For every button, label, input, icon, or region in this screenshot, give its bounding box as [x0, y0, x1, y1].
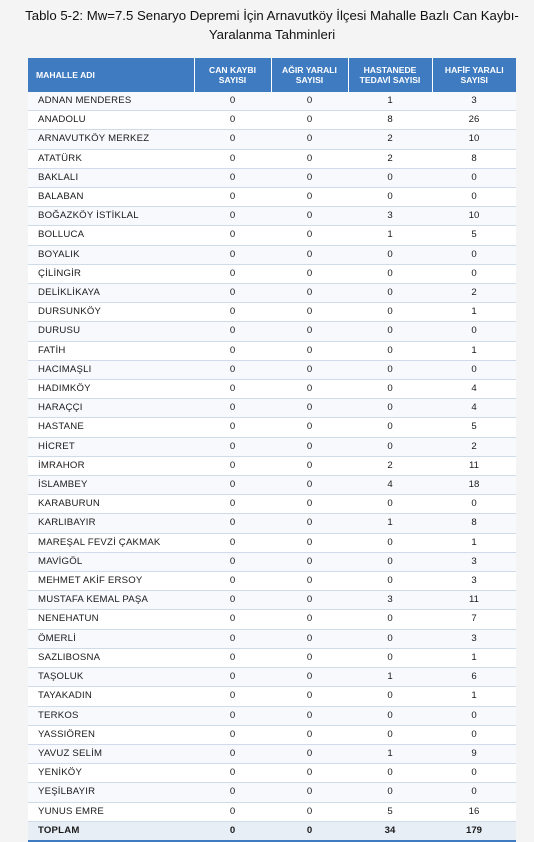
cell-death-count: 0 [194, 226, 271, 245]
table-row [28, 341, 516, 360]
cell-neighborhood-name: HİCRET [28, 437, 194, 456]
cell-severe-injury-count: 0 [271, 687, 348, 706]
cell-hospital-treatment-count: 2 [348, 456, 432, 475]
cell-severe-injury-count: 0 [271, 245, 348, 264]
table-row [28, 399, 516, 418]
cell-hospital-treatment-count: 0 [348, 322, 432, 341]
cell-neighborhood-name: MAVİGÖL [28, 552, 194, 571]
caption-line-2: Yaralanma Tahminleri [208, 27, 336, 42]
table-row [28, 725, 516, 744]
cell-severe-injury-count: 0 [271, 495, 348, 514]
table-row [28, 284, 516, 303]
table-row [28, 360, 516, 379]
cell-minor-injury-count: 0 [432, 706, 516, 725]
cell-neighborhood-name: ANADOLU [28, 111, 194, 130]
cell-neighborhood-name: KARABURUN [28, 495, 194, 514]
cell-hospital-treatment-count: 1 [348, 226, 432, 245]
cell-hospital-treatment-count: 0 [348, 380, 432, 399]
cell-severe-injury-count: 0 [271, 264, 348, 283]
cell-hospital-treatment-count: 0 [348, 533, 432, 552]
cell-hospital-treatment-count: 0 [348, 495, 432, 514]
cell-death-count: 0 [194, 303, 271, 322]
cell-death-count: 0 [194, 533, 271, 552]
cell-minor-injury-count: 6 [432, 668, 516, 687]
cell-minor-injury-count: 5 [432, 418, 516, 437]
cell-severe-injury-count: 0 [271, 130, 348, 149]
total-cell-neighborhood-name: TOPLAM [28, 821, 194, 841]
cell-minor-injury-count: 11 [432, 456, 516, 475]
cell-severe-injury-count: 0 [271, 783, 348, 802]
table-body [28, 92, 516, 841]
cell-death-count: 0 [194, 610, 271, 629]
cell-neighborhood-name: BAKLALI [28, 168, 194, 187]
cell-death-count: 0 [194, 380, 271, 399]
cell-death-count: 0 [194, 245, 271, 264]
table-row [28, 226, 516, 245]
cell-severe-injury-count: 0 [271, 533, 348, 552]
cell-minor-injury-count: 0 [432, 764, 516, 783]
table-row [28, 92, 516, 111]
cell-hospital-treatment-count: 0 [348, 629, 432, 648]
header-label-line1: CAN KAYBI [209, 65, 256, 75]
cell-severe-injury-count: 0 [271, 207, 348, 226]
cell-severe-injury-count: 0 [271, 322, 348, 341]
cell-minor-injury-count: 0 [432, 495, 516, 514]
cell-neighborhood-name: BOLLUCA [28, 226, 194, 245]
cell-severe-injury-count: 0 [271, 418, 348, 437]
cell-minor-injury-count: 3 [432, 629, 516, 648]
table-row [28, 188, 516, 207]
cell-neighborhood-name: İMRAHOR [28, 456, 194, 475]
header-hospital-treatment-count [348, 58, 432, 92]
table-row [28, 764, 516, 783]
table-row [28, 648, 516, 667]
table-row [28, 207, 516, 226]
header-label-line1: HASTANEDE [363, 65, 417, 75]
cell-neighborhood-name: SAZLIBOSNA [28, 648, 194, 667]
cell-hospital-treatment-count: 1 [348, 514, 432, 533]
header-row [28, 58, 516, 92]
cell-severe-injury-count: 0 [271, 226, 348, 245]
cell-hospital-treatment-count: 0 [348, 725, 432, 744]
cell-severe-injury-count: 0 [271, 706, 348, 725]
cell-death-count: 0 [194, 92, 271, 111]
cell-minor-injury-count: 10 [432, 207, 516, 226]
cell-neighborhood-name: ARNAVUTKÖY MERKEZ [28, 130, 194, 149]
cell-hospital-treatment-count: 0 [348, 764, 432, 783]
cell-hospital-treatment-count: 0 [348, 437, 432, 456]
cell-minor-injury-count: 0 [432, 188, 516, 207]
cell-death-count: 0 [194, 360, 271, 379]
table-row [28, 476, 516, 495]
cell-severe-injury-count: 0 [271, 303, 348, 322]
total-cell-minor-injury-count: 179 [432, 821, 516, 841]
total-row [28, 821, 516, 841]
cell-death-count: 0 [194, 668, 271, 687]
cell-minor-injury-count: 3 [432, 572, 516, 591]
cell-neighborhood-name: İSLAMBEY [28, 476, 194, 495]
cell-severe-injury-count: 0 [271, 437, 348, 456]
cell-death-count: 0 [194, 341, 271, 360]
cell-death-count: 0 [194, 130, 271, 149]
cell-hospital-treatment-count: 0 [348, 264, 432, 283]
cell-neighborhood-name: TERKOS [28, 706, 194, 725]
cell-severe-injury-count: 0 [271, 725, 348, 744]
table-row [28, 783, 516, 802]
cell-death-count: 0 [194, 629, 271, 648]
table-row [28, 168, 516, 187]
header-label-line2: SAYISI [218, 75, 247, 85]
cell-hospital-treatment-count: 0 [348, 648, 432, 667]
cell-hospital-treatment-count: 0 [348, 572, 432, 591]
cell-hospital-treatment-count: 2 [348, 149, 432, 168]
cell-neighborhood-name: YENİKÖY [28, 764, 194, 783]
cell-neighborhood-name: MEHMET AKİF ERSOY [28, 572, 194, 591]
cell-death-count: 0 [194, 168, 271, 187]
table-row [28, 456, 516, 475]
cell-minor-injury-count: 18 [432, 476, 516, 495]
header-neighborhood-name [28, 58, 194, 92]
cell-neighborhood-name: ÇİLİNGİR [28, 264, 194, 283]
cell-severe-injury-count: 0 [271, 744, 348, 763]
cell-death-count: 0 [194, 322, 271, 341]
table-row [28, 629, 516, 648]
cell-severe-injury-count: 0 [271, 380, 348, 399]
cell-hospital-treatment-count: 0 [348, 188, 432, 207]
cell-death-count: 0 [194, 149, 271, 168]
cell-neighborhood-name: MAREŞAL FEVZİ ÇAKMAK [28, 533, 194, 552]
cell-neighborhood-name: HACIMAŞLI [28, 360, 194, 379]
cell-hospital-treatment-count: 0 [348, 168, 432, 187]
cell-severe-injury-count: 0 [271, 802, 348, 821]
cell-hospital-treatment-count: 0 [348, 783, 432, 802]
cell-hospital-treatment-count: 0 [348, 245, 432, 264]
cell-minor-injury-count: 7 [432, 610, 516, 629]
cell-death-count: 0 [194, 552, 271, 571]
cell-minor-injury-count: 0 [432, 168, 516, 187]
cell-neighborhood-name: TAŞOLUK [28, 668, 194, 687]
table-row [28, 610, 516, 629]
cell-hospital-treatment-count: 0 [348, 399, 432, 418]
cell-minor-injury-count: 1 [432, 341, 516, 360]
cell-severe-injury-count: 0 [271, 764, 348, 783]
header-death-count [194, 58, 271, 92]
cell-death-count: 0 [194, 418, 271, 437]
cell-minor-injury-count: 0 [432, 360, 516, 379]
cell-neighborhood-name: ADNAN MENDERES [28, 92, 194, 111]
cell-hospital-treatment-count: 3 [348, 207, 432, 226]
table-header [28, 58, 516, 92]
table-row [28, 706, 516, 725]
cell-minor-injury-count: 1 [432, 687, 516, 706]
total-cell-severe-injury-count: 0 [271, 821, 348, 841]
cell-death-count: 0 [194, 725, 271, 744]
cell-severe-injury-count: 0 [271, 284, 348, 303]
cell-minor-injury-count: 26 [432, 111, 516, 130]
header-label-line2: SAYISI [295, 75, 324, 85]
cell-hospital-treatment-count: 2 [348, 130, 432, 149]
cell-neighborhood-name: DURSUNKÖY [28, 303, 194, 322]
caption-line-1: Tablo 5-2: Mw=7.5 Senaryo Depremi İçin Arnavutköy İlçesi Mahalle Bazlı Can Kaybı- [25, 8, 519, 23]
cell-minor-injury-count: 8 [432, 514, 516, 533]
table-row [28, 495, 516, 514]
cell-death-count: 0 [194, 495, 271, 514]
cell-neighborhood-name: TAYAKADIN [28, 687, 194, 706]
cell-minor-injury-count: 0 [432, 245, 516, 264]
table-row [28, 687, 516, 706]
header-label-line1: AĞIR YARALI [282, 65, 337, 75]
table-row [28, 245, 516, 264]
table-row [28, 322, 516, 341]
cell-minor-injury-count: 0 [432, 783, 516, 802]
cell-severe-injury-count: 0 [271, 668, 348, 687]
table-row [28, 418, 516, 437]
cell-severe-injury-count: 0 [271, 552, 348, 571]
cell-severe-injury-count: 0 [271, 168, 348, 187]
cell-severe-injury-count: 0 [271, 514, 348, 533]
cell-severe-injury-count: 0 [271, 610, 348, 629]
cell-neighborhood-name: BOYALIK [28, 245, 194, 264]
cell-hospital-treatment-count: 1 [348, 744, 432, 763]
cell-hospital-treatment-count: 0 [348, 360, 432, 379]
cell-severe-injury-count: 0 [271, 360, 348, 379]
cell-death-count: 0 [194, 648, 271, 667]
cell-death-count: 0 [194, 207, 271, 226]
cell-minor-injury-count: 10 [432, 130, 516, 149]
cell-hospital-treatment-count: 1 [348, 92, 432, 111]
casualty-table [28, 58, 516, 842]
cell-severe-injury-count: 0 [271, 188, 348, 207]
table-row [28, 591, 516, 610]
table-row [28, 514, 516, 533]
table-row [28, 380, 516, 399]
cell-severe-injury-count: 0 [271, 629, 348, 648]
cell-death-count: 0 [194, 284, 271, 303]
cell-minor-injury-count: 8 [432, 149, 516, 168]
cell-death-count: 0 [194, 264, 271, 283]
cell-hospital-treatment-count: 0 [348, 418, 432, 437]
header-label-line2: SAYISI [460, 75, 488, 85]
cell-death-count: 0 [194, 802, 271, 821]
cell-minor-injury-count: 2 [432, 284, 516, 303]
cell-death-count: 0 [194, 476, 271, 495]
cell-hospital-treatment-count: 0 [348, 706, 432, 725]
cell-hospital-treatment-count: 0 [348, 284, 432, 303]
table-row [28, 552, 516, 571]
casualty-table-container [28, 58, 516, 842]
cell-neighborhood-name: BOĞAZKÖY İSTİKLAL [28, 207, 194, 226]
cell-hospital-treatment-count: 3 [348, 591, 432, 610]
cell-minor-injury-count: 1 [432, 648, 516, 667]
cell-minor-injury-count: 3 [432, 92, 516, 111]
cell-death-count: 0 [194, 188, 271, 207]
cell-neighborhood-name: ÖMERLİ [28, 629, 194, 648]
table-row [28, 744, 516, 763]
cell-neighborhood-name: MUSTAFA KEMAL PAŞA [28, 591, 194, 610]
cell-death-count: 0 [194, 456, 271, 475]
cell-death-count: 0 [194, 591, 271, 610]
cell-minor-injury-count: 0 [432, 264, 516, 283]
table-row [28, 149, 516, 168]
cell-minor-injury-count: 1 [432, 533, 516, 552]
cell-neighborhood-name: YAVUZ SELİM [28, 744, 194, 763]
table-caption [18, 6, 526, 44]
cell-minor-injury-count: 4 [432, 399, 516, 418]
cell-hospital-treatment-count: 0 [348, 303, 432, 322]
cell-minor-injury-count: 1 [432, 303, 516, 322]
cell-neighborhood-name: DELİKLİKAYA [28, 284, 194, 303]
cell-death-count: 0 [194, 706, 271, 725]
header-minor-injury-count [432, 58, 516, 92]
cell-death-count: 0 [194, 572, 271, 591]
cell-death-count: 0 [194, 111, 271, 130]
cell-death-count: 0 [194, 399, 271, 418]
cell-hospital-treatment-count: 0 [348, 687, 432, 706]
cell-hospital-treatment-count: 5 [348, 802, 432, 821]
cell-severe-injury-count: 0 [271, 591, 348, 610]
cell-neighborhood-name: NENEHATUN [28, 610, 194, 629]
cell-severe-injury-count: 0 [271, 149, 348, 168]
cell-neighborhood-name: YUNUS EMRE [28, 802, 194, 821]
table-row [28, 264, 516, 283]
header-label-line2: TEDAVİ SAYISI [359, 75, 421, 85]
cell-neighborhood-name: HASTANE [28, 418, 194, 437]
cell-hospital-treatment-count: 0 [348, 610, 432, 629]
cell-minor-injury-count: 4 [432, 380, 516, 399]
cell-minor-injury-count: 11 [432, 591, 516, 610]
cell-neighborhood-name: HARAÇÇI [28, 399, 194, 418]
cell-minor-injury-count: 16 [432, 802, 516, 821]
header-label-line1: HAFİF YARALI [444, 65, 504, 75]
cell-neighborhood-name: HADIMKÖY [28, 380, 194, 399]
cell-neighborhood-name: YASSIÖREN [28, 725, 194, 744]
cell-severe-injury-count: 0 [271, 399, 348, 418]
cell-severe-injury-count: 0 [271, 648, 348, 667]
table-row [28, 111, 516, 130]
cell-hospital-treatment-count: 4 [348, 476, 432, 495]
cell-neighborhood-name: KARLIBAYIR [28, 514, 194, 533]
header-severe-injury-count [271, 58, 348, 92]
cell-minor-injury-count: 0 [432, 725, 516, 744]
table-row [28, 303, 516, 322]
cell-neighborhood-name: DURUSU [28, 322, 194, 341]
cell-neighborhood-name: FATİH [28, 341, 194, 360]
cell-severe-injury-count: 0 [271, 476, 348, 495]
cell-minor-injury-count: 9 [432, 744, 516, 763]
cell-hospital-treatment-count: 0 [348, 341, 432, 360]
table-row [28, 668, 516, 687]
cell-hospital-treatment-count: 1 [348, 668, 432, 687]
table-row [28, 130, 516, 149]
cell-minor-injury-count: 2 [432, 437, 516, 456]
cell-minor-injury-count: 5 [432, 226, 516, 245]
total-cell-hospital-treatment-count: 34 [348, 821, 432, 841]
cell-minor-injury-count: 0 [432, 322, 516, 341]
cell-severe-injury-count: 0 [271, 111, 348, 130]
cell-hospital-treatment-count: 8 [348, 111, 432, 130]
header-label-line1: MAHALLE ADI [36, 70, 95, 80]
total-cell-death-count: 0 [194, 821, 271, 841]
cell-death-count: 0 [194, 514, 271, 533]
cell-neighborhood-name: YEŞİLBAYIR [28, 783, 194, 802]
table-row [28, 802, 516, 821]
cell-severe-injury-count: 0 [271, 341, 348, 360]
cell-death-count: 0 [194, 783, 271, 802]
cell-severe-injury-count: 0 [271, 456, 348, 475]
cell-severe-injury-count: 0 [271, 572, 348, 591]
cell-hospital-treatment-count: 0 [348, 552, 432, 571]
cell-death-count: 0 [194, 437, 271, 456]
cell-neighborhood-name: BALABAN [28, 188, 194, 207]
cell-death-count: 0 [194, 687, 271, 706]
table-row [28, 572, 516, 591]
cell-minor-injury-count: 3 [432, 552, 516, 571]
cell-death-count: 0 [194, 744, 271, 763]
cell-neighborhood-name: ATATÜRK [28, 149, 194, 168]
table-row [28, 533, 516, 552]
cell-severe-injury-count: 0 [271, 92, 348, 111]
table-row [28, 437, 516, 456]
cell-death-count: 0 [194, 764, 271, 783]
